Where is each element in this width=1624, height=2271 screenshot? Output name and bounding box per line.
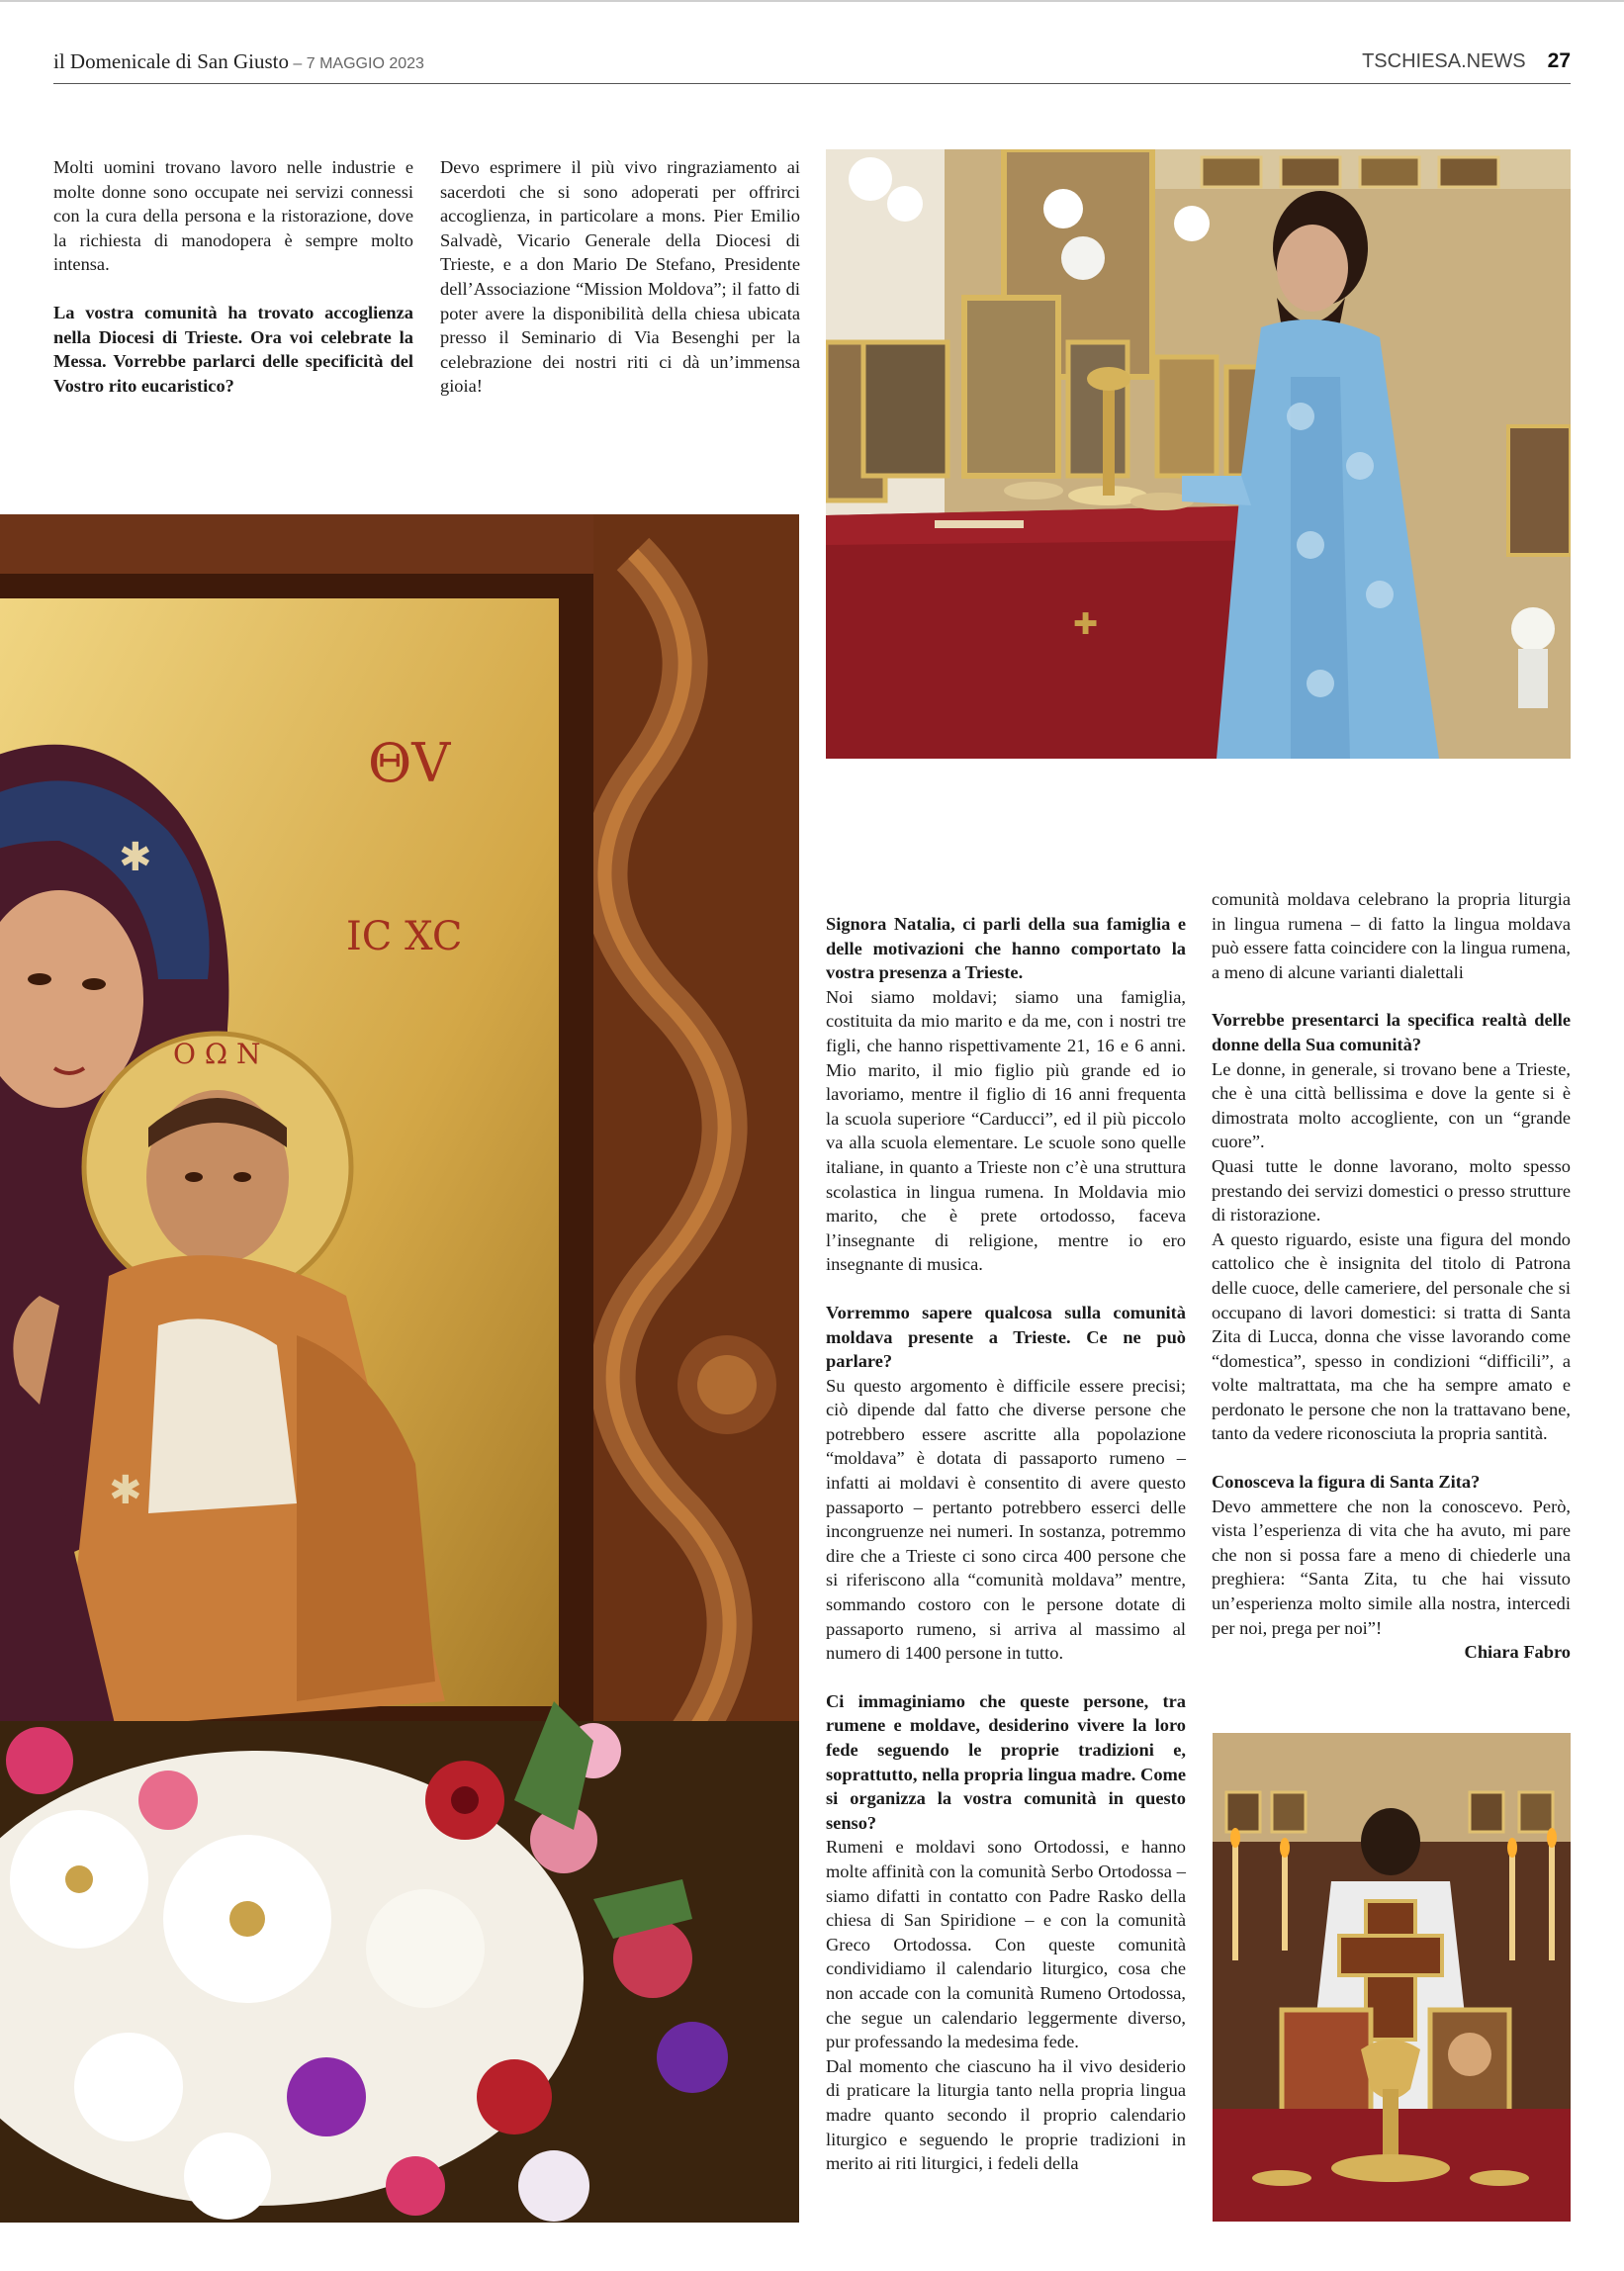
paragraph: A questo riguardo, esiste una figura del mondo cattolico che è insignita del titolo di Patrona delle cuoce, delle cameriere, del personale che si occupano di lavori domestici: si tratta di Santa Zita di Lucca, donna che visse lavorando come “domestica”, spesso in condizioni “difficili”, a volte maltrattata, ma che ha sempre amato e perdonato le persone che non la trattavano bene, tanto da vedere riconosciuta la propria santità. [1212,1228,1571,1444]
paragraph: Dal momento che ciascuno ha il vivo desiderio di praticare la liturgia tanto nella propria lingua madre quanto secondo il proprio calendario liturgico e seguendo le proprie tradizioni in merito ai riti liturgici, i fedeli della [826,2055,1186,2174]
svg-text:✱: ✱ [109,1468,142,1513]
column-1-top [53,155,413,398]
paragraph: Quasi tutte le donne lavorano, molto spesso prestando dei servizi domestici o presso strutture di ristorazione. [1212,1155,1571,1226]
publication-name: il Domenicale di San Giusto [53,49,289,73]
question: Vorrebbe presentarci la specifica realtà delle donne della Sua comunità? [1212,1010,1571,1054]
question: Vorremmo sapere qualcosa sulla comunità moldava presente a Trieste. Ce ne può parlare? [826,1302,1186,1372]
site-name: TSCHIESA.NEWS [1362,50,1526,72]
photo-priest-at-altar [826,149,1571,759]
publication-line [53,49,424,74]
photo-madonna-icon [0,514,799,2223]
paragraph: Devo ammettere che non la conoscevo. Però, vista l’esperienza di vita che ha avuto, mi pare che non si possa fare a meno di chiederle una preghiera: “Santa Zita, tu che hai vissuto un’esperienza molto simile alla nostra, intercedi per noi, prega per noi”! [1212,1496,1571,1638]
top-border-line [0,0,1624,2]
halo-letters: Ο Ω Ν [173,1038,261,1070]
paragraph: Devo esprimere il più vivo ringraziamento ai sacerdoti che si sono adoperati per offrirci accoglienza, in particolare a mons. Pier Emilio Salvadè, Vicario Generale della Diocesi di Trieste, e a don Mario De Stefano, Presidente dell’Associazione “Mission Moldova”; il fatto di poter avere la disponibilità della chiesa ubicata presso il Seminario di Via Besenghi per la celebrazione dei nostri riti ci dà un’immensa gioia! [440,157,800,397]
icon-letters-theotokos: ΘV [368,732,451,794]
svg-text:✚: ✚ [1073,607,1099,642]
paragraph: Molti uomini trovano lavoro nelle industrie e molte donne sono occupate nei servizi connessi con la cura della persona e la ristorazione, dove la richiesta di manodopera è sempre molto intensa. [53,157,413,275]
page-number: 27 [1547,49,1571,72]
issue-date: – 7 MAGGIO 2023 [288,55,424,72]
paragraph: comunità moldava celebrano la propria liturgia in lingua rumena – di fatto la lingua moldava può essere fatta coincidere con la lingua rumena, a meno di alcune varianti dialettali [1212,889,1571,982]
author-signature: Chiara Fabro [1464,1642,1571,1663]
question: Ci immaginiamo che queste persone, tra rumene e moldave, desiderino vivere la loro fede seguendo le proprie tradizioni e, soprattutto, nella propria lingua madre. Come si organizza la vostra comunità in questo senso? [826,1690,1186,1833]
photo-altar-candles [1213,1733,1571,2222]
paragraph: Su questo argomento è difficile essere precisi; ciò dipende dal fatto che diverse persone che potrebbero essere ascritte alla popolazione “moldava” è dotata di passaporto rumeno – infatti ai moldavi è consentito di avere questo passaporto – pertanto potrebbero esserci delle incongruenze nei numeri. In sostanza, potremmo dire che a Trieste ci sono circa 400 persone che si riferiscono alla “comunità moldava” mentre, sommando costoro con le persone dotate di passaporto rumeno, si arriva al massimo al numero di 1400 persone in tutto. [826,1375,1186,1664]
svg-text:✱: ✱ [119,835,152,880]
question: Conosceva la figura di Santa Zita? [1212,1472,1481,1493]
site-and-page [1362,49,1571,73]
icon-photo-illustration [0,514,799,2223]
column-3 [826,912,1186,2176]
column-2-top [440,155,800,399]
page-header [53,49,1571,83]
icon-letters-christ: IC XC [346,914,463,959]
paragraph: Noi siamo moldavi; siamo una famiglia, costituita da mio marito e da me, con i nostri tre figli, che hanno rispettivamente 21, 16 e 6 anni. Mio marito, il mio figlio più grande ed io lavoriamo, mentre il figlio di 16 anni frequenta la scuola superiore “Carducci”, ed il più piccolo va alla scuola elementare. Le scuole sono quelle italiane, in quanto a Trieste non c’è una struttura scolastica in lingua rumena. In Moldavia mio marito, che è prete ortodosso, faceva l’insegnante di religione, mentre io ero insegnante di musica. [826,986,1186,1275]
question: Signora Natalia, ci parli della sua famiglia e delle motivazioni che hanno comportato la vostra presenza a Trieste. [826,914,1186,983]
header-rule [53,83,1571,84]
altar-photo-illustration [1213,1733,1571,2222]
paragraph: Le donne, in generale, si trovano bene a Trieste, che è una città bellissima e dove la gente si è dimostrata molto accogliente, con un “grande cuore”. [1212,1058,1571,1152]
question: La vostra comunità ha trovato accoglienza nella Diocesi di Trieste. Ora voi celebrate la Messa. Vorrebbe parlarci delle specificità del Vostro rito eucaristico? [53,302,413,396]
paragraph: Rumeni e moldavi sono Ortodossi, e hanno molte affinità con la comunità Serbo Ortodossa – siamo difatti in contatto con Padre Rasko della chiesa di San Spiridione – e con la comunità Greco Ortodossa. Con queste comunità condividiamo il calendario liturgico, cosa che non accade con la comunità Rumeno Ortodossa, che segue un calendario leggermente diverso, pur professando la medesima fede. [826,1837,1186,2052]
column-4 [1212,887,1571,1665]
priest-photo-illustration [826,149,1571,759]
